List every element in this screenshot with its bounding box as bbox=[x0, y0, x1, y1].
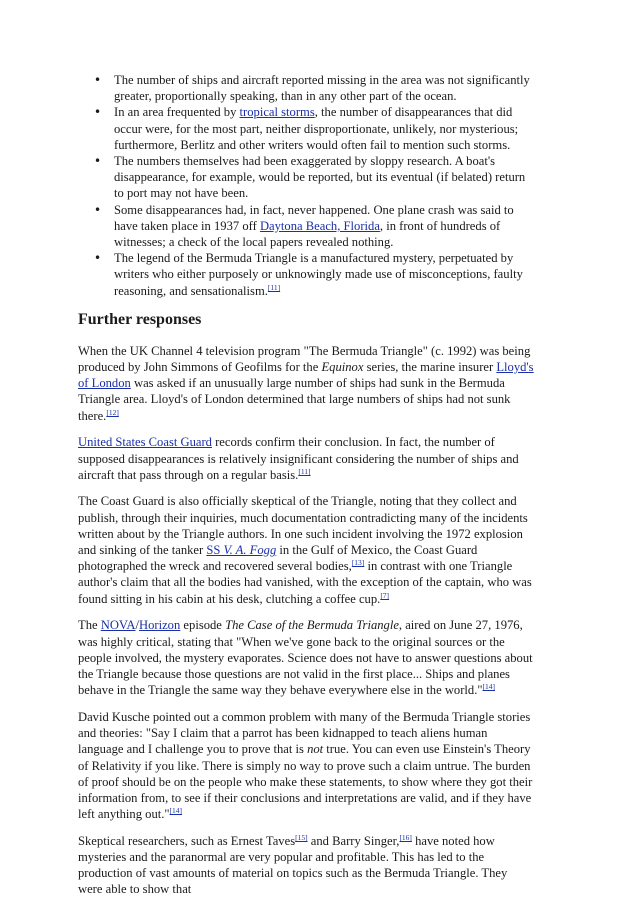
section-heading: Further responses bbox=[78, 310, 202, 328]
citation-link[interactable]: [16] bbox=[399, 832, 412, 842]
link-us-coast-guard[interactable]: United States Coast Guard bbox=[78, 435, 212, 450]
citation-link[interactable]: [14] bbox=[482, 682, 496, 692]
paragraph: United States Coast Guard records confirm their conclusion. In fact, the number of supposed disappearances is relatively insignificant considering the number of ships and aircraft that pass through on a regular basis.[11] bbox=[78, 435, 519, 482]
link-nova[interactable]: NOVA bbox=[100, 618, 136, 633]
paragraph: Skeptical researchers, such as Ernest Taves[15] and Barry Singer,[16] have noted how mysteries and the paranormal are very popular and profitable. This has led to the production of vast amounts of material on topics such as the Bermuda Triangle. They were able to show that bbox=[78, 832, 508, 897]
citation-link[interactable]: [11] bbox=[267, 282, 281, 292]
list-item: • The numbers themselves had been exaggerated by sloppy research. A boat's disappearance, for example, would be reported, but its eventual (if belated) return to port may not have been. bbox=[114, 153, 534, 202]
citation-link[interactable]: [12] bbox=[106, 407, 119, 417]
citation-link[interactable]: [7] bbox=[380, 590, 390, 600]
citation-link[interactable]: [15] bbox=[295, 832, 308, 842]
list-item: • Some disappearances had, in fact, never happened. One plane crash was said to have taken place in 1937 off Daytona Beach, Florida, in front of hundreds of witnesses; a check of the local papers revealed nothing. bbox=[114, 202, 534, 251]
link-horizon[interactable]: Horizon bbox=[139, 618, 181, 633]
paragraph: The Coast Guard is also officially skeptical of the Triangle, noting that they collect and publish, through their inquiries, much documentation contradicting many of the incidents written about by the Triangle authors. In one such incident involving the 1972 explosion and sinking of the tanker SS V. A. Fogg in the Gulf of Mexico, the Coast Guard photographed the wreck and recovered several bodies,[13] in contrast with one Triangle author's claim that all the bodies had vanished, with the exception of the captain, who was found sitting in his cabin at his desk, clutching a coffee cup.[7] bbox=[78, 494, 532, 606]
paragraph: David Kusche pointed out a common problem with many of the Bermuda Triangle stories and theories: "Say I claim that a parrot has been kidnapped to teach aliens human language and I challenge you to prove that is not true. You can even use Einstein's Theory of Relativity if you like. There is simply no way to prove such a claim untrue. The burden of proof should be on the people who make these statements, to show where they got their information from, to see if their conclusions and interpretations are valid, and if they have left anything out."[14] bbox=[78, 709, 533, 822]
document-page bbox=[78, 72, 534, 908]
link-daytona-beach[interactable]: Daytona Beach, Florida bbox=[259, 218, 380, 233]
bullet-list bbox=[78, 72, 534, 299]
list-item: • The legend of the Bermuda Triangle is a manufactured mystery, perpetuated by writers who either purposely or unknowingly made use of misconceptions, faulty reasoning, and sensationalism.[11] bbox=[114, 250, 534, 299]
citation-link[interactable]: [13] bbox=[351, 558, 365, 568]
link-lloyds-of-london[interactable]: Lloyd's of London bbox=[78, 360, 534, 391]
list-item: • In an area frequented by tropical storms, the number of disappearances that did occur were, for the most part, neither disproportionate, unlikely, nor mysterious; furthermore, Berlitz and other writers would often fail to mention such storms. bbox=[114, 104, 534, 153]
citation-link[interactable]: [11] bbox=[298, 466, 311, 476]
link-ss-va-fogg[interactable]: SS V. A. Fogg bbox=[206, 543, 277, 558]
link-tropical-storms[interactable]: tropical storms bbox=[239, 105, 315, 120]
citation-link[interactable]: [14] bbox=[169, 806, 183, 816]
paragraph: The NOVA/Horizon episode The Case of the Bermuda Triangle, aired on June 27, 1976, was highly critical, stating that "When we've gone back to the original sources or the people involved, the mystery evaporates. Science does not have to answer questions about the Triangle because those questions are not valid in the first place... Ships and planes behave in the Triangle the same way they behave everywhere else in the world."[14] bbox=[78, 618, 533, 698]
list-item: • The number of ships and aircraft reported missing in the area was not significantly greater, proportionally speaking, than in any other part of the ocean. bbox=[114, 72, 534, 104]
paragraph: When the UK Channel 4 television program "The Bermuda Triangle" (c. 1992) was being produced by John Simmons of Geofilms for the Equinox series, the marine insurer Lloyd's of London was asked if an unusually large number of ships had sunk in the Bermuda Triangle area. Lloyd's of London determined that large numbers of ships had not sunk there.[12] bbox=[78, 343, 534, 423]
